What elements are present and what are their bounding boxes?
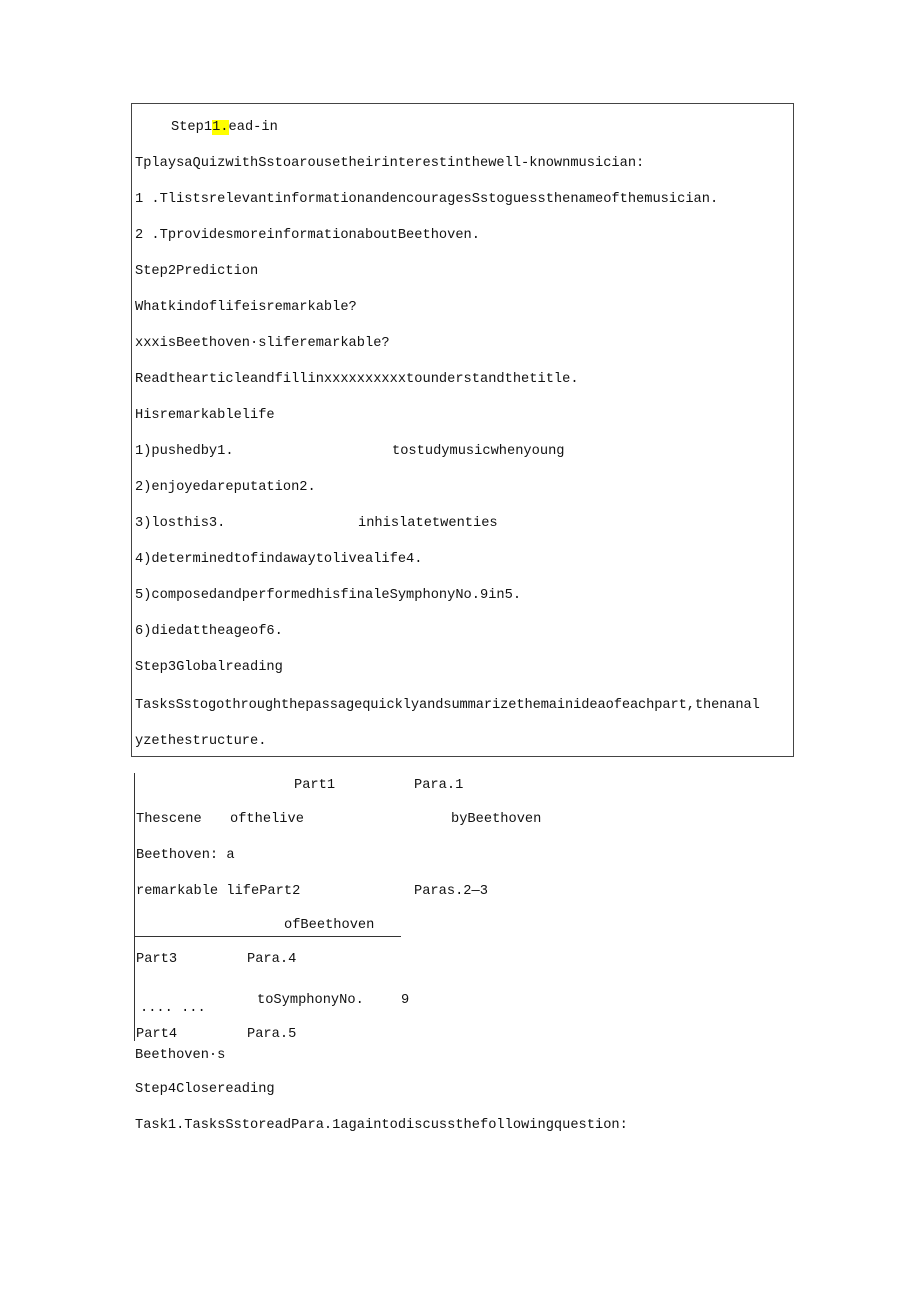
structure-text: byBeethoven — [451, 812, 542, 827]
fill-item: 1)pushedby1. — [135, 444, 234, 459]
structure-text: toSymphonyNo. — [257, 993, 364, 1008]
step3-text: yzethestructure. — [135, 734, 267, 749]
step4-task1: Task1.TasksSstoreadPara.1againtodiscussthefollowingquestion: — [135, 1118, 628, 1133]
paras23-label: Paras.2—3 — [414, 884, 488, 899]
box-line: Whatkindoflifeisremarkable? — [135, 300, 357, 315]
fill-item: 6)diedattheageof6. — [135, 624, 283, 639]
box-line: 1 .TlistsrelevantinformationandencouragesSstoguessthenameofthemusician. — [135, 192, 719, 207]
para5-label: Para.5 — [247, 1027, 297, 1042]
part1-label: Part1 — [294, 778, 336, 793]
box-line: xxxisBeethoven·sliferemarkable? — [135, 336, 390, 351]
step3-heading: Step3Globalreading — [135, 660, 283, 675]
structure-text: ofBeethoven — [284, 918, 375, 933]
step4-heading: Step4Closereading — [135, 1082, 275, 1097]
structure-vertical-line — [134, 773, 135, 1041]
structure-text: 9 — [401, 993, 410, 1008]
structure-divider — [134, 936, 401, 937]
fill-item: 5)composedandperformedhisfinaleSymphonyNo.9in5. — [135, 588, 522, 603]
step1-prefix: Step1 — [171, 120, 213, 135]
fill-item-tail: inhislatetwenties — [358, 516, 498, 531]
step3-text: TasksSstogothroughthepassagequicklyandsummarizethemainideaofeachpart,thenanal — [135, 698, 760, 713]
part3-label: Part3 — [136, 952, 178, 967]
structure-text: Thescene — [136, 812, 202, 827]
fill-item: 3)losthis3. — [135, 516, 226, 531]
highlighted-text: 1. — [212, 120, 229, 135]
structure-title: remarkable lifePart2 — [136, 884, 301, 899]
structure-text: ofthelive — [230, 812, 304, 827]
para1-label: Para.1 — [414, 778, 464, 793]
para4-label: Para.4 — [247, 952, 297, 967]
box-line: TplaysaQuizwithSstoarousetheirinterestinthewell-knownmusician: — [135, 156, 645, 171]
structure-title: Beethoven: a — [136, 848, 235, 863]
part4-label: Part4 — [136, 1027, 178, 1042]
box-line: Hisremarkablelife — [135, 408, 275, 423]
box-line: Readthearticleandfillinxxxxxxxxxxtounderstandthetitle. — [135, 372, 579, 387]
fill-item: 2)enjoyedareputation2. — [135, 480, 316, 495]
step1-heading — [171, 119, 278, 137]
fill-item: 4)determinedtofindawaytolivealife4. — [135, 552, 423, 567]
step2-heading: Step2Prediction — [135, 264, 259, 279]
box-line: 2 .TprovidesmoreinformationaboutBeethoven. — [135, 228, 480, 243]
step1-suffix: ead-in — [228, 120, 278, 135]
structure-text: Beethoven·s — [135, 1048, 226, 1063]
fill-item-tail: tostudymusicwhenyoung — [392, 444, 565, 459]
structure-dots: .... ... — [140, 1001, 206, 1016]
